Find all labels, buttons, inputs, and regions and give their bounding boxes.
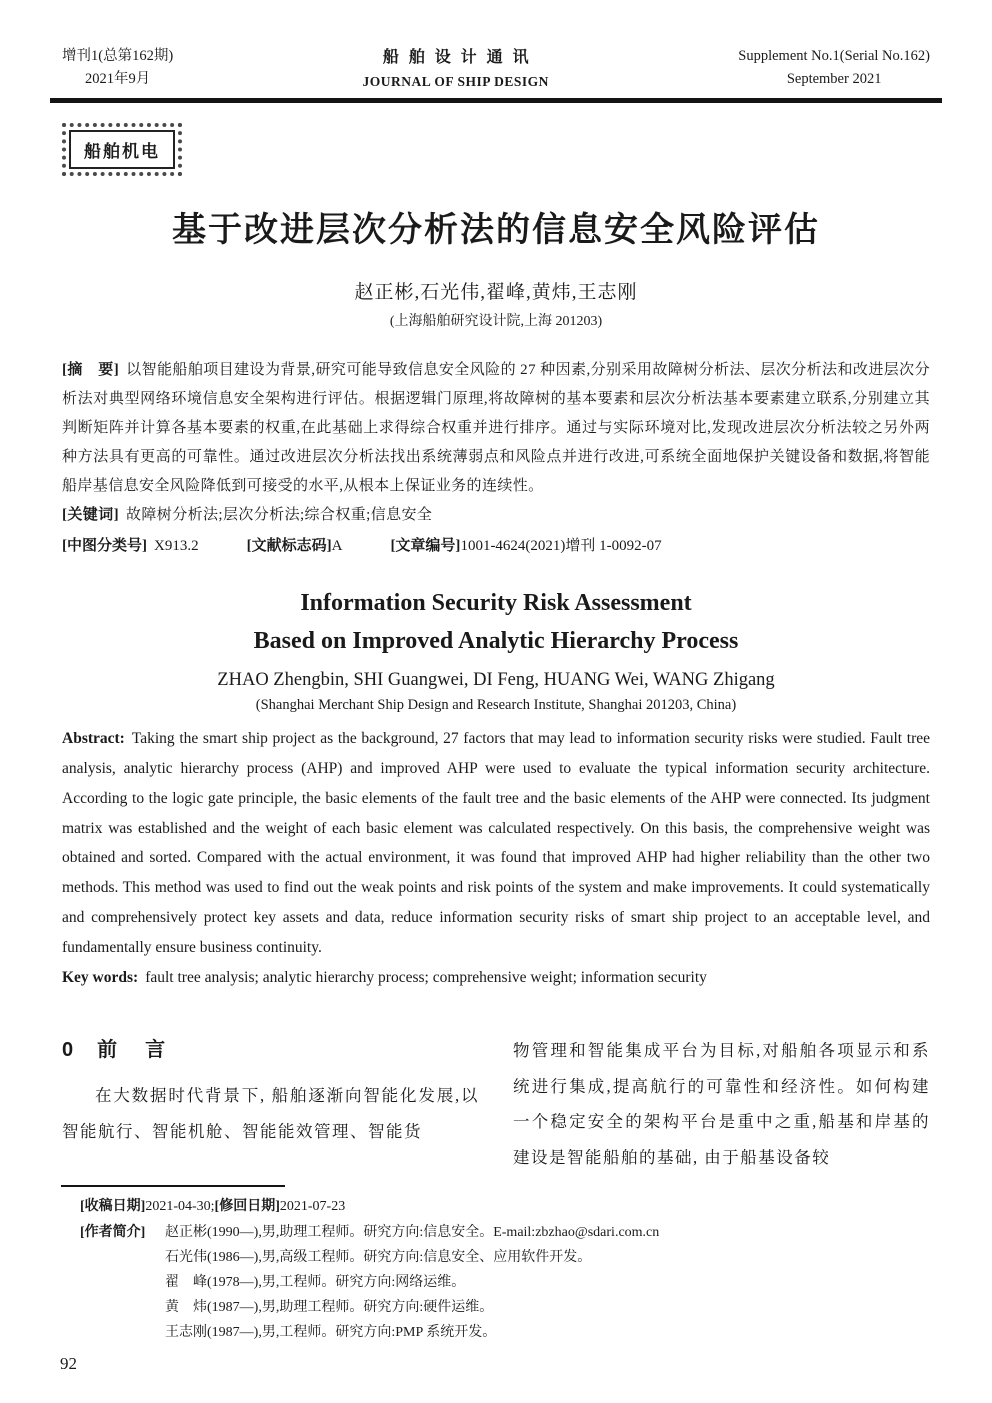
author-bio: 赵正彬(1990—),男,助理工程师。研究方向:信息安全。E-mail:zbzhao@sdari.com.cn xyxy=(165,1224,660,1240)
received-value: 2021-04-30; xyxy=(145,1199,215,1215)
classification-line xyxy=(62,532,930,561)
body-columns xyxy=(62,1033,930,1176)
bio-label-spacer xyxy=(80,1270,165,1295)
left-column xyxy=(62,1033,479,1176)
keywords-text-en: fault tree analysis; analytic hierarchy process; comprehensive weight; information security xyxy=(145,969,707,987)
issue-info-en xyxy=(738,45,930,92)
article-title-en-line2: Based on Improved Analytic Hierarchy Process xyxy=(253,627,739,654)
author-bio: 黄 炜(1987—),男,助理工程师。研究方向:硬件运维。 xyxy=(165,1300,494,1316)
issue-info-cn xyxy=(62,45,173,92)
article-title-cn: 基于改进层次分析法的信息安全风险评估 xyxy=(172,211,820,249)
clc-label: [中图分类号] xyxy=(62,538,147,555)
column-badge-label: 船舶机电 xyxy=(69,130,175,169)
journal-title-en: JOURNAL OF SHIP DESIGN xyxy=(362,73,549,89)
author-bio-row xyxy=(80,1220,930,1245)
bio-label-spacer xyxy=(80,1320,165,1345)
section-title: 前 言 xyxy=(97,1038,170,1061)
abstract-cn xyxy=(62,356,930,501)
keywords-en xyxy=(62,963,930,993)
received-label: [收稿日期] xyxy=(80,1199,146,1215)
issue-en-line2: September 2021 xyxy=(786,71,882,88)
affiliation-cn: (上海船舶研究设计院,上海 201203) xyxy=(389,313,603,329)
section-heading xyxy=(62,1033,479,1062)
intro-paragraph-left: 在大数据时代背景下, 船舶逐渐向智能化发展,以智能航行、智能机舱、智能能效管理、智能货 xyxy=(62,1085,479,1141)
clc-group xyxy=(62,538,199,554)
keywords-label-en: Key words: xyxy=(62,969,139,987)
bio-label: [作者简介] xyxy=(80,1224,146,1240)
author-bio: 石光伟(1986—),男,高级工程师。研究方向:信息安全、应用软件开发。 xyxy=(165,1249,592,1265)
dates-line xyxy=(80,1194,930,1219)
issue-cn-line2: 2021年9月 xyxy=(84,71,151,88)
author-bio-row xyxy=(80,1245,930,1270)
abstract-text-cn: 以智能船舶项目建设为背景,研究可能导致信息安全风险的 27 种因素,分别采用故障树分析法、层次分析法和改进层次分析法对典型网络环境信息安全架构进行评估。根据逻辑门原理,将故障树的基本要素和层次分析法基本要素建立联系,分别建立其判断矩阵并计算各基本要素的权重,在此基础上求得综合权重并进行排序。通过与实际环境对比,发现改进层次分析法较之另外两种方法具有更高的可靠性。通过改进层次分析法找出系统薄弱点和风险点并进行改进,可系统全面地保护关键设备和数据,将智能船岸基信息安全风险降低到可接受的水平,从根本上保证业务的连续性。 xyxy=(62,361,930,495)
intro-paragraph-right: 物管理和智能集成平台为目标,对船舶各项显示和系统进行集成,提高航行的可靠性和经济性。如何构建一个稳定安全的架构平台是重中之重,船基和岸基的建设是智能船舶的基础, 由于船基设备较 xyxy=(513,1040,930,1167)
revised-value: 2021-07-23 xyxy=(279,1199,346,1215)
abstract-text-en: Taking the smart ship project as the background, 27 factors that may lead to information security risks were studied. Fault tree analysis, analytic hierarchy process (AHP) and improved AHP were used to evaluate the typical information security architecture. According to the logic gate principle, the basic elements of the fault tree and the basic elements of the AHP were connected. Its judgment matrix was established and the weight of each basic element was calculated respectively. On this basis, the comprehensive weight was obtained and sorted. Compared with the actual environment, it was found that improved AHP had higher reliability than the other two methods. This method was used to find out the weak points and risk points of the system and make improvements. It could systematically and comprehensively protect key assets and data, reduce information security risks of smart ship project to an acceptable level, and fundamentally ensure business continuity. xyxy=(62,729,930,957)
clc-value: X913.2 xyxy=(154,538,199,555)
article-id-group xyxy=(390,538,661,554)
abstract-label-en: Abstract: xyxy=(62,729,125,747)
issue-en-line1: Supplement No.1(Serial No.162) xyxy=(738,48,930,64)
keywords-label-cn: [关键词] xyxy=(62,507,119,524)
authors-cn: 赵正彬,石光伟,翟峰,黄炜,王志刚 xyxy=(354,281,638,303)
journal-title-cn: 船舶设计通讯 xyxy=(382,49,539,66)
author-bio-row xyxy=(80,1270,930,1295)
doc-code-value: A xyxy=(331,538,343,555)
header-divider xyxy=(50,98,942,103)
authors-en: ZHAO Zhengbin, SHI Guangwei, DI Feng, HUANG Wei, WANG Zhigang xyxy=(217,669,775,690)
bio-label-spacer xyxy=(80,1295,165,1320)
abstract-en xyxy=(62,724,930,963)
article-title-en xyxy=(62,585,930,659)
article-id-label: [文章编号] xyxy=(390,538,461,555)
revised-label: [修回日期] xyxy=(214,1199,280,1215)
keywords-text-cn: 故障树分析法;层次分析法;综合权重;信息安全 xyxy=(126,507,433,524)
author-bio: 王志刚(1987—),男,工程师。研究方向:PMP 系统开发。 xyxy=(165,1325,497,1341)
footnotes xyxy=(80,1194,930,1345)
column-badge-frame xyxy=(62,123,182,176)
author-bio-row xyxy=(80,1320,930,1345)
article-title-en-line1: Information Security Risk Assessment xyxy=(300,590,692,617)
author-bio-row xyxy=(80,1295,930,1320)
page-number: 92 xyxy=(60,1353,77,1373)
abstract-label-cn: [摘 要] xyxy=(62,361,120,378)
keywords-cn xyxy=(62,501,930,530)
journal-header xyxy=(62,45,930,93)
author-bio: 翟 峰(1978—),男,工程师。研究方向:网络运维。 xyxy=(165,1275,466,1291)
issue-cn-line1: 增刊1(总第162期) xyxy=(62,48,174,64)
journal-masthead xyxy=(363,45,549,93)
bio-label-spacer xyxy=(80,1245,165,1270)
right-column xyxy=(513,1033,930,1176)
affiliation-en: (Shanghai Merchant Ship Design and Research Institute, Shanghai 201203, China) xyxy=(255,696,737,713)
doc-code-label: [文献标志码] xyxy=(246,538,332,555)
footnote-divider xyxy=(61,1185,285,1187)
doc-code-group xyxy=(247,538,343,554)
article-id-value: 1001-4624(2021)增刊 1-0092-07 xyxy=(460,538,662,555)
section-number: 0 xyxy=(62,1038,74,1061)
